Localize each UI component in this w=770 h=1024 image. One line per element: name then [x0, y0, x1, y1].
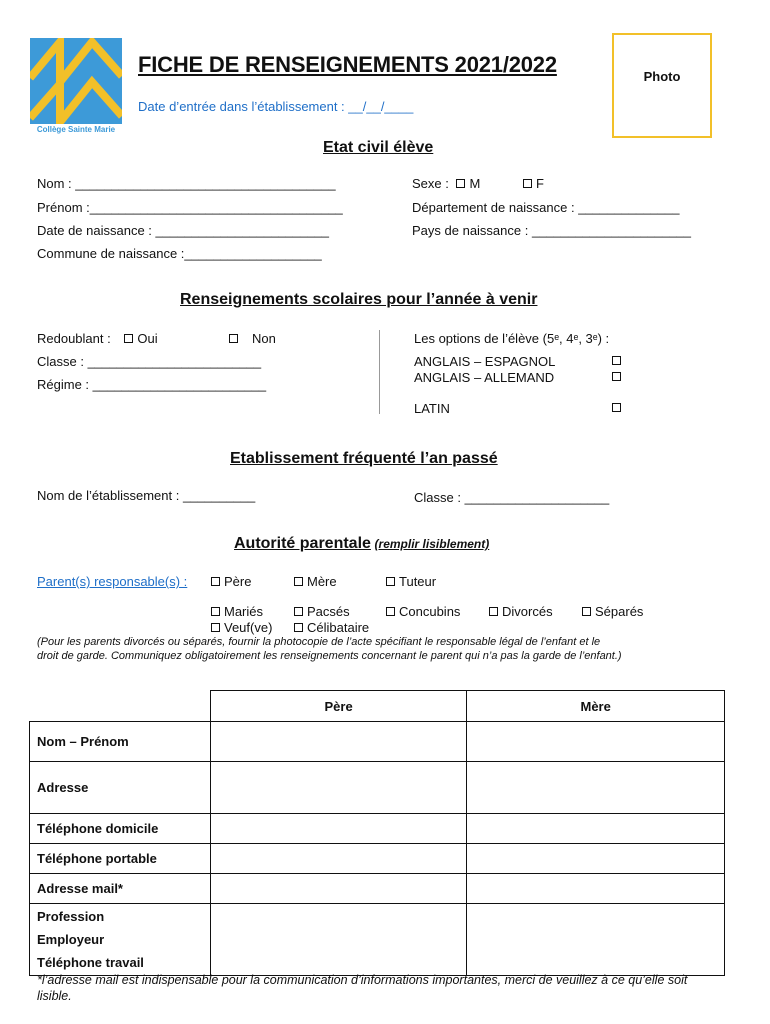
parents-responsables-link[interactable]: Parent(s) responsable(s) : [37, 574, 188, 589]
options-label: Les options de l’élève (5ᵉ, 4ᵉ, 3ᵉ) : [414, 331, 610, 346]
row-label-telephone-portable: Téléphone portable [30, 844, 211, 874]
table-header-pere: Père [210, 691, 467, 722]
sexe-group [412, 176, 480, 191]
etablissement-nom-field[interactable]: Nom de l’établissement : __________ [37, 488, 256, 503]
redoublant-group [37, 331, 158, 346]
cell-mere-nom-prenom[interactable] [467, 722, 725, 762]
etablissement-classe-field[interactable]: Classe : ____________________ [414, 490, 610, 505]
option-label-anglais-espagnol: ANGLAIS – ESPAGNOL [414, 354, 556, 369]
redoublant-oui-checkbox[interactable] [124, 334, 133, 343]
option-label-latin: LATIN [414, 401, 450, 416]
redoublant-oui-label: Oui [137, 331, 158, 346]
row-label-profession: Profession [37, 909, 105, 924]
date-naissance-field[interactable]: Date de naissance : ________________________ [37, 223, 330, 238]
cell-pere-profession[interactable] [210, 904, 467, 976]
sexe-f-label: F [536, 176, 544, 191]
section-heading-etablissement: Etablissement fréquenté l’an passé [230, 450, 498, 467]
responsable-tuteur-checkbox[interactable] [386, 577, 395, 586]
prenom-field[interactable]: Prénom :___________________________________ [37, 200, 343, 215]
regime-field[interactable]: Régime : ________________________ [37, 377, 267, 392]
date-entry-field[interactable]: Date d’entrée dans l’établissement : __/__/____ [138, 99, 414, 114]
cell-mere-telephone-portable[interactable] [467, 844, 725, 874]
classe-field[interactable]: Classe : ________________________ [37, 354, 262, 369]
divorce-note-line2: droit de garde. Communiquez obligatoirement les renseignements concernant le parent qui n’a pas la garde de l’enfant.) [37, 650, 622, 662]
situation-divorces [489, 604, 553, 619]
situation-maries-label: Mariés [224, 604, 264, 619]
photo-label: Photo [643, 69, 681, 84]
table-row [30, 722, 725, 762]
situation-separes [582, 604, 643, 619]
cell-pere-adresse[interactable] [210, 762, 467, 814]
row-label-nom-prenom: Nom – Prénom [30, 722, 211, 762]
cell-mere-profession[interactable] [467, 904, 725, 976]
parents-table [29, 690, 725, 976]
commune-naissance-field[interactable]: Commune de naissance :___________________ [37, 246, 322, 261]
option-checkbox-anglais-espagnol[interactable] [612, 356, 621, 365]
responsable-pere-label: Père [224, 574, 252, 589]
cell-pere-telephone-domicile[interactable] [210, 814, 467, 844]
section-heading-autorite [234, 535, 489, 553]
college-logo [30, 38, 122, 132]
responsable-mere-checkbox[interactable] [294, 577, 303, 586]
redoublant-non-group [229, 331, 276, 346]
situation-pacses-label: Pacsés [307, 604, 350, 619]
logo-emblem [30, 38, 122, 124]
situation-concubins-checkbox[interactable] [386, 607, 395, 616]
responsable-tuteur-label: Tuteur [399, 574, 437, 589]
situation-divorces-checkbox[interactable] [489, 607, 498, 616]
responsable-mere-label: Mère [307, 574, 337, 589]
page-title: FICHE DE RENSEIGNEMENTS 2021/2022 [138, 52, 557, 77]
responsable-tuteur [386, 574, 436, 589]
table-row [30, 844, 725, 874]
pays-field[interactable]: Pays de naissance : ______________________ [412, 223, 692, 238]
table-row [30, 904, 725, 976]
table-header-row [30, 691, 725, 722]
cell-mere-adresse[interactable] [467, 762, 725, 814]
autorite-heading-note: (remplir lisiblement) [374, 537, 490, 551]
sexe-label: Sexe : [412, 176, 449, 191]
cell-pere-nom-prenom[interactable] [210, 722, 467, 762]
column-divider [379, 330, 380, 414]
responsable-pere [211, 574, 251, 589]
autorite-heading-text: Autorité parentale [234, 535, 371, 552]
departement-field[interactable]: Département de naissance : ______________ [412, 200, 680, 215]
row-label-telephone-travail: Téléphone travail [37, 955, 144, 970]
cell-mere-adresse-mail[interactable] [467, 874, 725, 904]
situation-pacses [294, 604, 350, 619]
row-label-profession-group [30, 904, 211, 976]
row-label-adresse: Adresse [30, 762, 211, 814]
photo-box [612, 33, 712, 138]
table-row [30, 814, 725, 844]
redoublant-label: Redoublant : [37, 331, 111, 346]
sexe-m-label: M [469, 176, 481, 191]
situation-separes-label: Séparés [595, 604, 644, 619]
row-label-telephone-domicile: Téléphone domicile [30, 814, 211, 844]
sexe-f-group [523, 176, 544, 191]
situation-maries [211, 604, 263, 619]
option-checkbox-latin[interactable] [612, 403, 621, 412]
redoublant-non-checkbox[interactable] [229, 334, 238, 343]
situation-veuf-label: Veuf(ve) [224, 620, 273, 635]
section-heading-etat-civil: Etat civil élève [323, 139, 434, 156]
situation-divorces-label: Divorcés [502, 604, 553, 619]
option-label-anglais-allemand: ANGLAIS – ALLEMAND [414, 370, 555, 385]
table-header-mere: Mère [467, 691, 725, 722]
redoublant-non-label: Non [252, 331, 276, 346]
row-label-adresse-mail: Adresse mail* [30, 874, 211, 904]
situation-concubins [386, 604, 460, 619]
situation-maries-checkbox[interactable] [211, 607, 220, 616]
situation-separes-checkbox[interactable] [582, 607, 591, 616]
situation-celibataire-checkbox[interactable] [294, 623, 303, 632]
option-checkbox-anglais-allemand[interactable] [612, 372, 621, 381]
situation-veuf-checkbox[interactable] [211, 623, 220, 632]
table-header-empty [30, 691, 211, 722]
situation-celibataire-label: Célibataire [307, 620, 370, 635]
email-footnote: *l’adresse mail est indispensable pour la communication d’informations importantes, merci de veuillez à ce qu’elle soit lisible. [37, 973, 688, 1003]
logo-zigzag-icon [30, 38, 122, 124]
section-heading-scolaire: Renseignements scolaires pour l’année à venir [180, 291, 538, 308]
nom-field[interactable]: Nom : ____________________________________ [37, 176, 336, 191]
logo-text: Collège Sainte Marie [36, 125, 116, 134]
cell-pere-adresse-mail[interactable] [210, 874, 467, 904]
situation-concubins-label: Concubins [399, 604, 461, 619]
responsable-mere [294, 574, 337, 589]
table-row [30, 874, 725, 904]
situation-celibataire [294, 620, 369, 635]
situation-veuf [211, 620, 272, 635]
divorce-note-line1: (Pour les parents divorcés ou séparés, fournir la photocopie de l’acte spécifiant le responsable légal de l’enfant et le [37, 636, 601, 648]
table-row [30, 762, 725, 814]
cell-mere-telephone-domicile[interactable] [467, 814, 725, 844]
situation-pacses-checkbox[interactable] [294, 607, 303, 616]
responsable-pere-checkbox[interactable] [211, 577, 220, 586]
sexe-m-checkbox[interactable] [456, 179, 465, 188]
cell-pere-telephone-portable[interactable] [210, 844, 467, 874]
sexe-f-checkbox[interactable] [523, 179, 532, 188]
row-label-employeur: Employeur [37, 932, 105, 947]
